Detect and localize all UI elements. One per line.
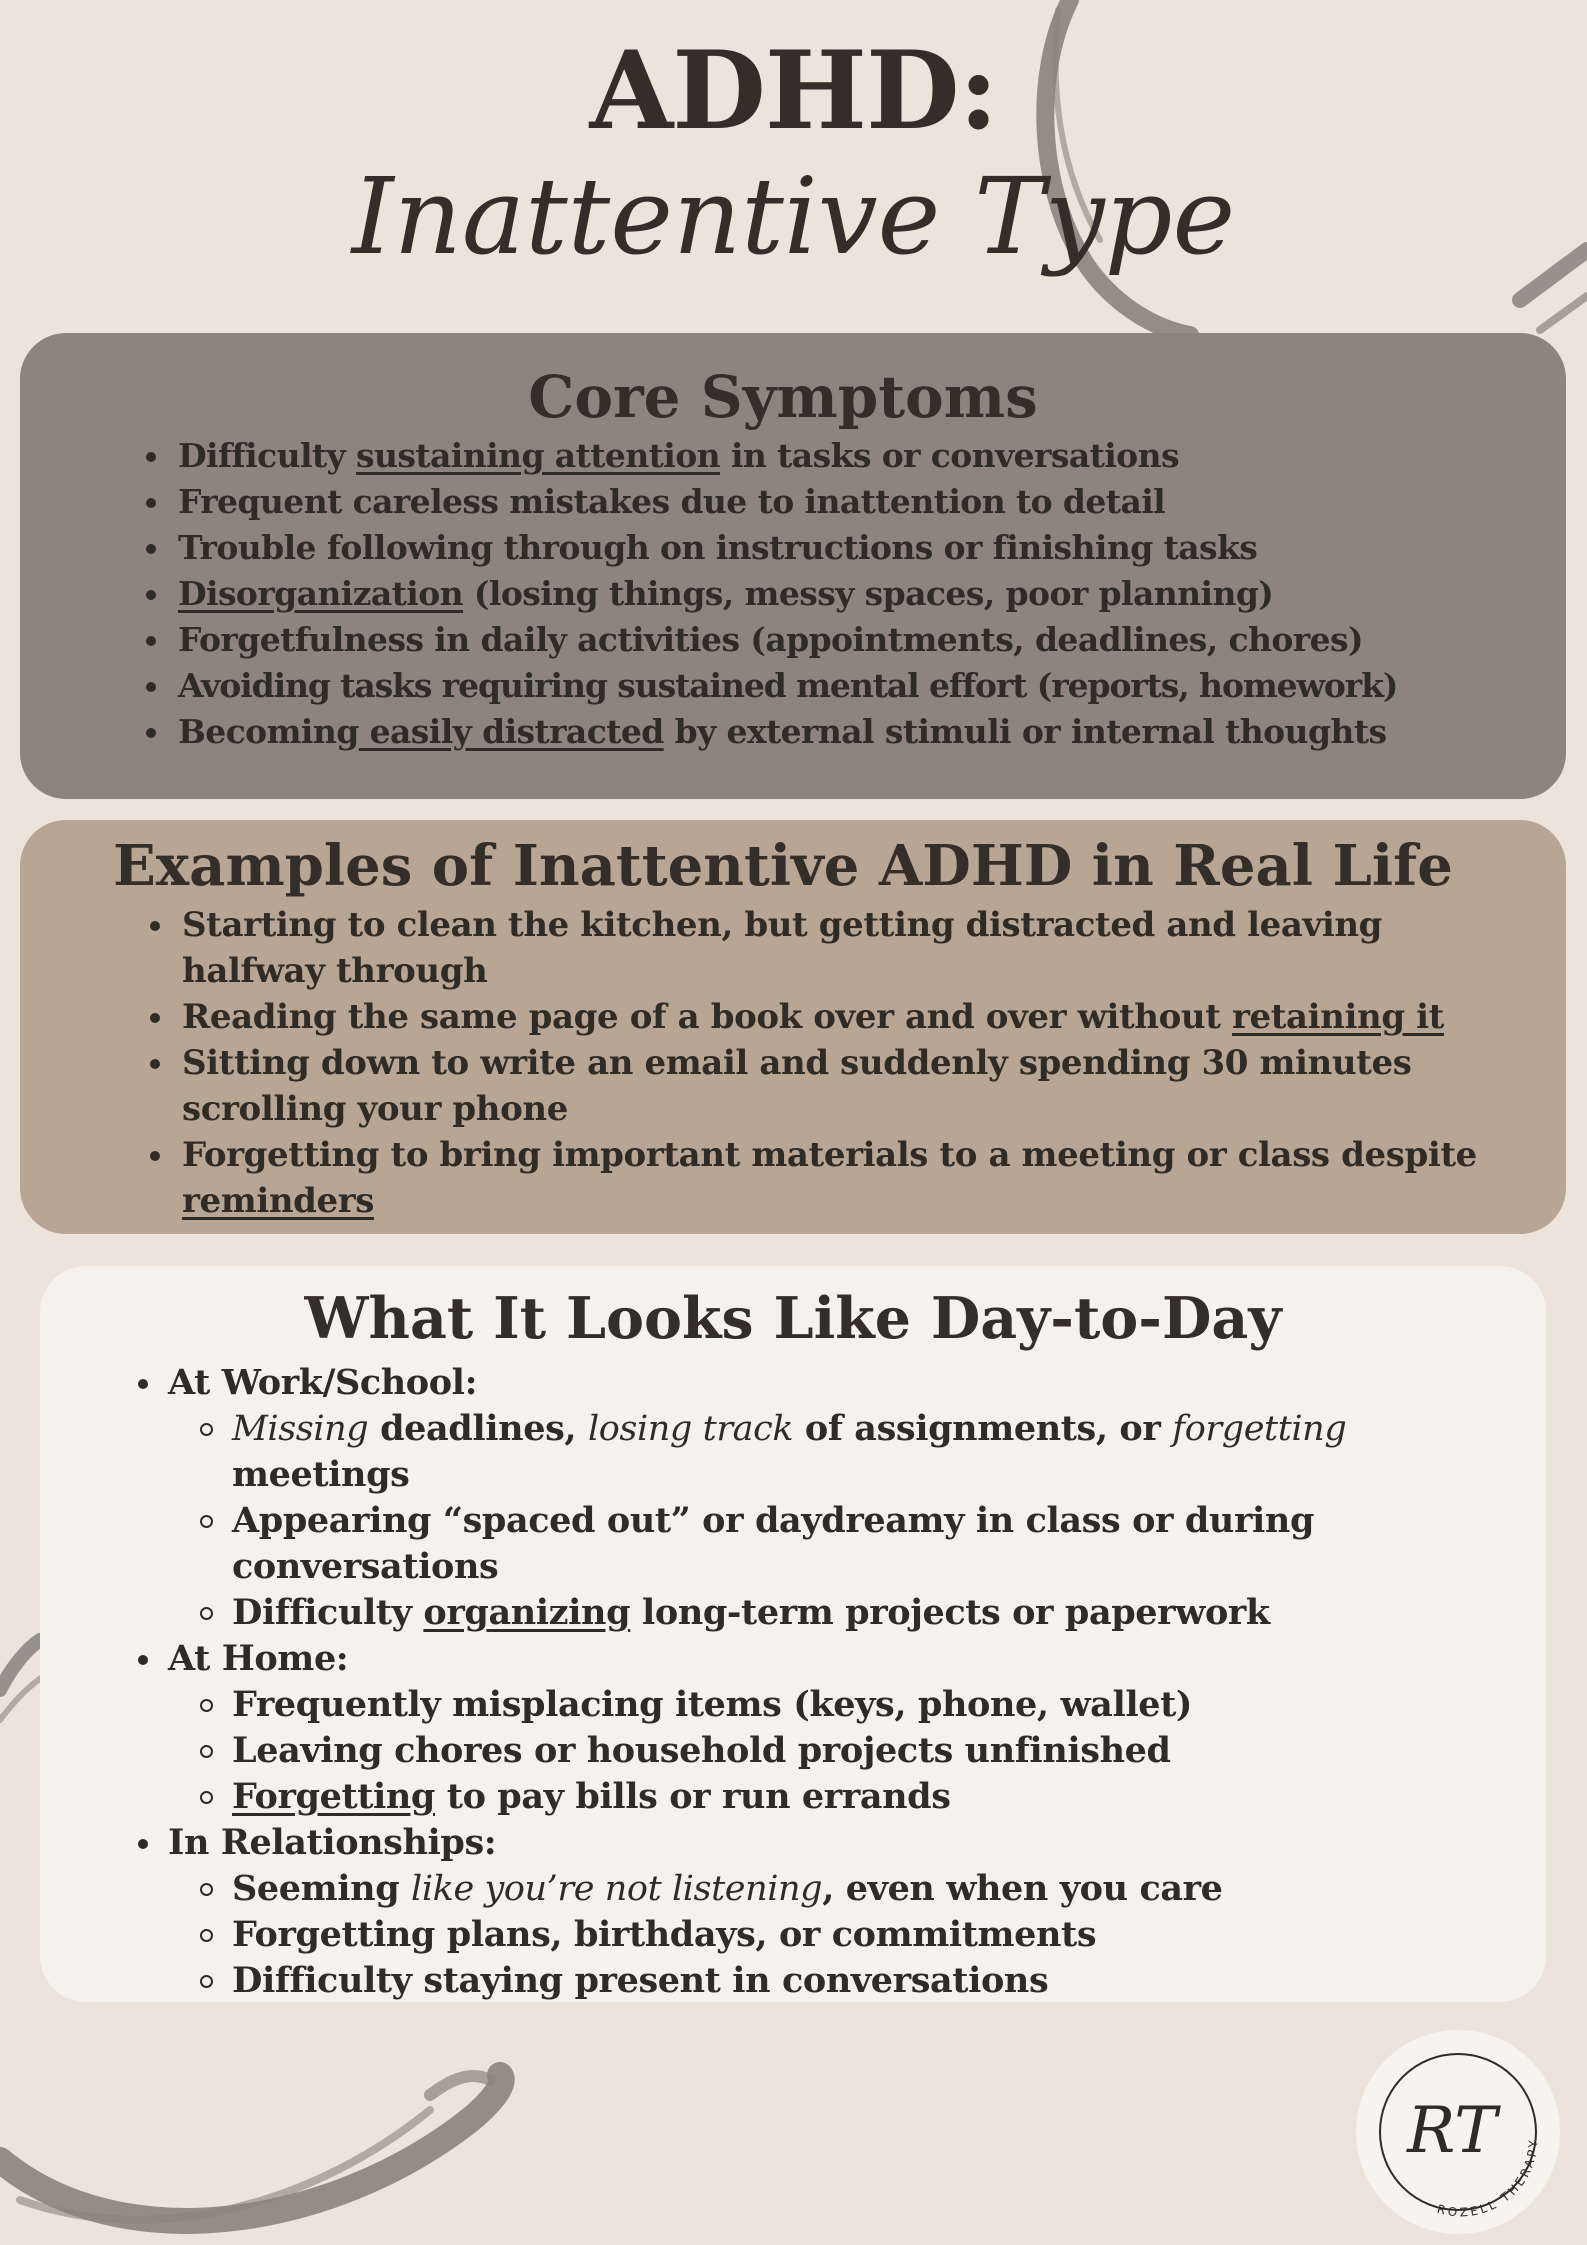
category-relationships xyxy=(98,1820,1506,2004)
item-text: , even when you care xyxy=(822,1868,1223,1909)
item-text: long-term projects or paperwork xyxy=(630,1592,1270,1633)
item-text: Frequent careless mistakes due to inattention to detail xyxy=(178,482,1166,521)
core-symptoms-heading: Core Symptoms xyxy=(528,363,1038,431)
list-item xyxy=(168,1498,1506,1590)
item-text: Difficulty staying present in conversations xyxy=(232,1960,1049,2001)
core-symptoms-card xyxy=(20,333,1566,799)
category-label: At Home: xyxy=(168,1638,349,1679)
home-list xyxy=(168,1682,1506,1820)
list-item xyxy=(168,1590,1506,1636)
item-text: to pay bills or run errands xyxy=(435,1776,951,1817)
day-to-day-heading: What It Looks Like Day-to-Day xyxy=(304,1285,1282,1352)
item-text: Reading the same page of a book over and over without xyxy=(182,997,1232,1037)
category-work-school xyxy=(98,1360,1506,1636)
item-italic: like you’re not listening xyxy=(411,1869,823,1909)
item-text: Forgetting to bring important materials to a meeting or class despite xyxy=(182,1135,1477,1175)
day-to-day-list xyxy=(98,1360,1506,2004)
item-text: (losing things, messy spaces, poor planning) xyxy=(463,574,1274,613)
item-text: deadlines, xyxy=(368,1408,588,1449)
item-text: Starting to clean the kitchen, but getting distracted and leaving halfway through xyxy=(182,905,1383,991)
list-item xyxy=(168,1728,1506,1774)
item-underlined: Forgetting xyxy=(232,1776,436,1817)
item-text: in tasks or conversations xyxy=(720,436,1179,475)
logo-monogram: RT xyxy=(1407,2094,1497,2168)
item-text: of assignments, or xyxy=(793,1408,1173,1449)
item-text: Seeming xyxy=(232,1868,412,1909)
rozell-therapy-logo xyxy=(1356,2030,1560,2234)
category-label: In Relationships: xyxy=(168,1822,497,1863)
page-title: ADHD: xyxy=(589,28,998,154)
category-home xyxy=(98,1636,1506,1820)
logo-mark-icon xyxy=(1356,2030,1560,2234)
list-item xyxy=(138,479,1526,525)
examples-heading: Examples of Inattentive ADHD in Real Life xyxy=(113,833,1453,899)
item-text: Sitting down to write an email and suddenly spending 30 minutes scrolling your phone xyxy=(182,1043,1412,1129)
day-to-day-card xyxy=(40,1266,1546,2002)
list-item xyxy=(142,994,1526,1040)
examples-list xyxy=(142,902,1526,1224)
list-item xyxy=(138,617,1526,663)
list-item xyxy=(142,1132,1526,1224)
item-italic: Missing xyxy=(232,1409,369,1449)
list-item xyxy=(168,1866,1506,1912)
list-item xyxy=(168,1774,1506,1820)
logo-text: ROZELL THERAPY xyxy=(1435,2137,1541,2220)
list-item xyxy=(138,525,1526,571)
item-text: Frequently misplacing items (keys, phone, wallet) xyxy=(232,1684,1193,1725)
work-school-list xyxy=(168,1406,1506,1636)
list-item xyxy=(138,571,1526,617)
item-text: meetings xyxy=(232,1454,410,1495)
item-italic: losing track xyxy=(587,1409,794,1449)
item-text: Avoiding tasks requiring sustained mental effort (reports, homework) xyxy=(178,666,1398,705)
item-underlined: organizing xyxy=(423,1592,631,1633)
item-italic: forgetting xyxy=(1172,1409,1347,1449)
list-item xyxy=(168,1912,1506,1958)
examples-card xyxy=(20,820,1566,1234)
item-text: Difficulty xyxy=(232,1592,424,1633)
list-item xyxy=(168,1406,1506,1498)
list-item xyxy=(168,1682,1506,1728)
item-text: Difficulty xyxy=(178,436,357,475)
category-label: At Work/School: xyxy=(168,1362,478,1403)
item-text: Leaving chores or household projects unfinished xyxy=(232,1730,1171,1771)
core-symptoms-list xyxy=(138,433,1526,755)
item-text: Trouble following through on instructions or finishing tasks xyxy=(178,528,1258,567)
list-item xyxy=(168,1958,1506,2004)
item-underlined: retaining it xyxy=(1231,997,1444,1037)
list-item xyxy=(142,902,1526,994)
item-underlined: easily distracted xyxy=(358,712,664,751)
item-underlined: reminders xyxy=(182,1181,375,1221)
item-underlined: sustaining attention xyxy=(356,436,721,475)
item-text: Forgetfulness in daily activities (appointments, deadlines, chores) xyxy=(178,620,1363,659)
list-item xyxy=(138,663,1526,709)
list-item xyxy=(138,709,1526,755)
list-item xyxy=(142,1040,1526,1132)
title-block xyxy=(0,30,1587,282)
item-text: Appearing “spaced out” or daydreamy in class or during conversations xyxy=(232,1500,1315,1587)
relationships-list xyxy=(168,1866,1506,2004)
item-text: Forgetting plans, birthdays, or commitments xyxy=(232,1914,1097,1955)
item-underlined: Disorganization xyxy=(178,574,464,613)
list-item xyxy=(138,433,1526,479)
page-subtitle: Inattentive Type xyxy=(351,155,1236,278)
item-text: Becoming xyxy=(178,712,359,751)
item-text: by external stimuli or internal thoughts xyxy=(663,712,1387,751)
